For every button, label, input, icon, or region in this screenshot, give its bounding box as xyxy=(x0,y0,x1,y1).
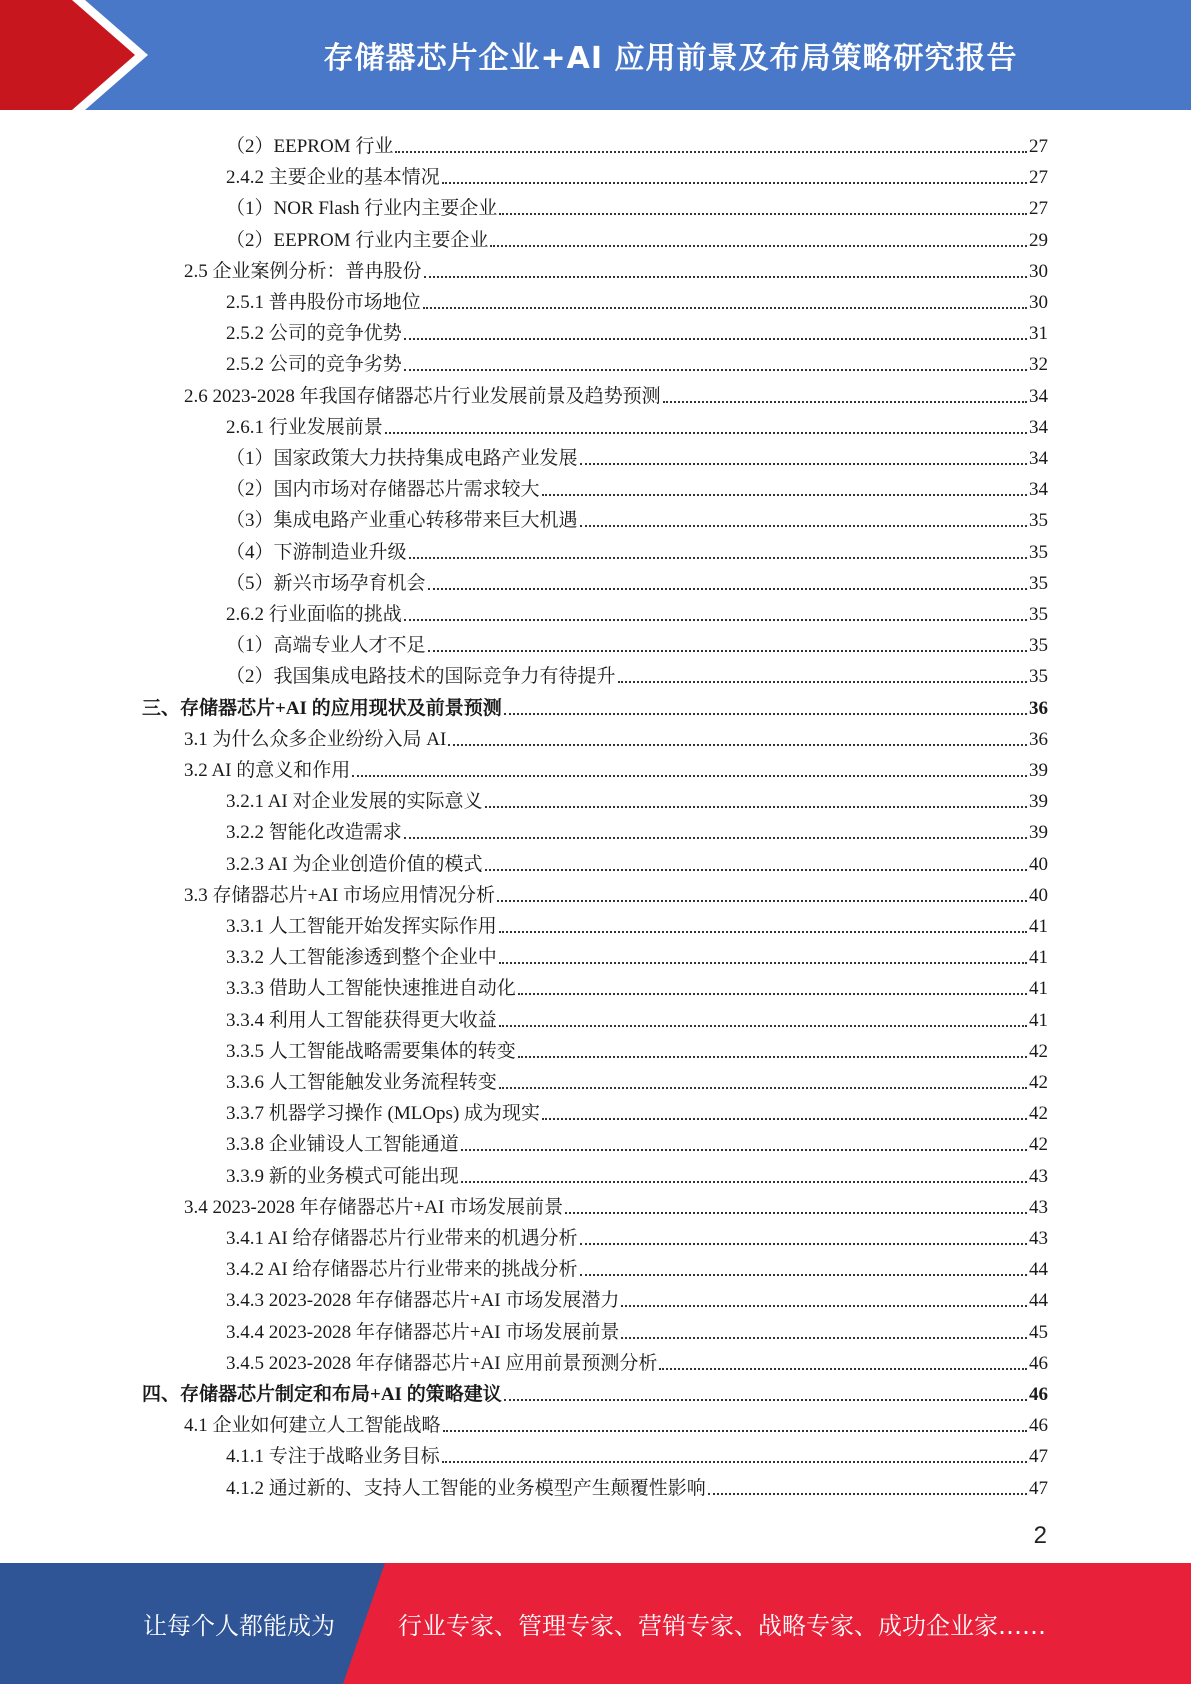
toc-entry-title: 3.2.1 AI 对企业发展的实际意义 xyxy=(226,791,483,813)
toc-dot-leader xyxy=(442,1461,1027,1463)
toc-entry-page: 41 xyxy=(1029,916,1048,937)
toc-dot-leader xyxy=(352,775,1027,777)
toc-entry-title: 3.2.3 AI 为企业创造价值的模式 xyxy=(226,853,483,875)
toc-dot-leader xyxy=(404,619,1027,621)
toc-entry-title: （1）高端专业人才不足 xyxy=(226,635,426,657)
toc-entry[interactable] xyxy=(0,969,1048,1000)
toc-entry-page: 40 xyxy=(1029,853,1048,875)
toc-entry-page: 43 xyxy=(1029,1165,1048,1187)
toc-entry[interactable] xyxy=(0,221,1048,252)
toc-entry-page: 36 xyxy=(1029,697,1048,719)
toc-entry-page: 42 xyxy=(1029,1134,1048,1156)
toc-dot-leader xyxy=(504,1399,1027,1401)
toc-entry[interactable] xyxy=(0,1125,1048,1156)
toc-entry-title: 3.3 存储器芯片+AI 市场应用情况分析 xyxy=(184,884,496,906)
toc-entry[interactable] xyxy=(0,345,1048,376)
toc-entry-page: 32 xyxy=(1029,354,1048,376)
toc-entry[interactable] xyxy=(0,813,1048,844)
toc-entry-title: 3.3.8 企业铺设人工智能通道 xyxy=(226,1134,459,1156)
toc-entry-page: 46 xyxy=(1029,1415,1048,1437)
toc-entry[interactable] xyxy=(0,1406,1048,1437)
toc-dot-leader xyxy=(518,993,1027,995)
toc-entry-page: 34 xyxy=(1029,448,1048,469)
toc-entry[interactable] xyxy=(0,1001,1048,1032)
toc-entry-title: 3.2.2 智能化改造需求 xyxy=(226,822,402,844)
toc-entry-title: 2.5.1 普冉股份市场地位 xyxy=(226,292,421,313)
toc-entry-page: 35 xyxy=(1029,510,1048,532)
toc-entry[interactable] xyxy=(0,533,1048,564)
toc-entry-title: 4.1.2 通过新的、支持人工智能的业务模型产生颠覆性影响 xyxy=(226,1477,706,1499)
toc-dot-leader xyxy=(580,525,1027,527)
toc-entry-title: 3.3.5 人工智能战略需要集体的转变 xyxy=(226,1040,516,1062)
toc-entry-title: （4）下游制造业升级 xyxy=(226,541,407,563)
toc-entry-title: 3.3.6 人工智能触发业务流程转变 xyxy=(226,1072,497,1093)
toc-entry[interactable] xyxy=(0,1157,1048,1188)
page-header xyxy=(0,0,1191,110)
toc-entry-page: 31 xyxy=(1029,323,1048,345)
toc-dot-leader xyxy=(448,744,1027,746)
toc-entry-title: 3.2 AI 的意义和作用 xyxy=(184,760,351,781)
toc-entry[interactable] xyxy=(0,782,1048,813)
toc-entry[interactable] xyxy=(0,1063,1048,1094)
toc-entry[interactable] xyxy=(0,158,1048,189)
toc-entry-title: （1）国家政策大力扶持集成电路产业发展 xyxy=(226,448,578,469)
toc-entry[interactable] xyxy=(0,501,1048,532)
toc-dot-leader xyxy=(618,681,1027,683)
toc-entry-page: 27 xyxy=(1029,136,1048,157)
toc-dot-leader xyxy=(385,432,1027,434)
toc-entry-title: 3.4 2023-2028 年存储器芯片+AI 市场发展前景 xyxy=(184,1196,564,1218)
toc-dot-leader xyxy=(485,806,1027,808)
toc-entry[interactable] xyxy=(0,845,1048,876)
toc-entry-title: （5）新兴市场孕育机会 xyxy=(226,572,426,594)
toc-entry-page: 34 xyxy=(1029,385,1048,407)
toc-entry-page: 35 xyxy=(1029,635,1048,657)
toc-entry-page: 46 xyxy=(1029,1352,1048,1374)
toc-entry-page: 34 xyxy=(1029,479,1048,501)
toc-dot-leader xyxy=(565,1212,1027,1214)
toc-dot-leader xyxy=(580,1243,1027,1245)
toc-entry-page: 43 xyxy=(1029,1196,1048,1218)
toc-dot-leader xyxy=(499,931,1027,933)
toc-entry[interactable] xyxy=(0,657,1048,688)
toc-entry-title: 3.4.1 AI 给存储器芯片行业带来的机遇分析 xyxy=(226,1228,578,1249)
toc-entry-title: 3.4.4 2023-2028 年存储器芯片+AI 市场发展前景 xyxy=(226,1321,620,1343)
toc-entry-page: 27 xyxy=(1029,198,1048,220)
toc-entry[interactable] xyxy=(0,1344,1048,1375)
toc-entry-title: 4.1.1 专注于战略业务目标 xyxy=(226,1446,440,1468)
toc-dot-leader xyxy=(497,900,1027,902)
toc-entry-title: 3.3.2 人工智能渗透到整个企业中 xyxy=(226,947,497,969)
toc-entry-title: 3.3.4 利用人工智能获得更大收益 xyxy=(226,1009,497,1031)
toc-entry-title: 三、存储器芯片+AI 的应用现状及前景预测 xyxy=(142,697,502,719)
toc-dot-leader xyxy=(428,650,1027,652)
toc-entry[interactable] xyxy=(0,377,1048,408)
toc-entry[interactable] xyxy=(0,626,1048,657)
toc-entry[interactable] xyxy=(0,408,1048,439)
toc-dot-leader xyxy=(461,1181,1027,1183)
toc-dot-leader xyxy=(404,837,1027,839)
toc-entry-page: 27 xyxy=(1029,167,1048,189)
toc-entry[interactable] xyxy=(0,189,1048,220)
toc-dot-leader xyxy=(499,1025,1027,1027)
toc-dot-leader xyxy=(580,463,1027,465)
toc-entry-title: （1）NOR Flash 行业内主要企业 xyxy=(226,198,498,220)
toc-entry[interactable] xyxy=(0,907,1048,938)
toc-entry-title: 2.5.2 公司的竞争劣势 xyxy=(226,354,402,376)
toc-dot-leader xyxy=(499,213,1027,215)
toc-dot-leader xyxy=(485,869,1027,871)
toc-entry-page: 40 xyxy=(1029,884,1048,906)
toc-dot-leader xyxy=(404,369,1027,371)
toc-entry-page: 41 xyxy=(1029,1009,1048,1031)
toc-entry[interactable] xyxy=(0,283,1048,314)
toc-entry-page: 36 xyxy=(1029,728,1048,750)
toc-entry[interactable] xyxy=(0,1375,1048,1406)
toc-entry-page: 39 xyxy=(1029,760,1048,781)
toc-dot-leader xyxy=(461,1149,1027,1151)
toc-entry-title: 3.3.9 新的业务模式可能出现 xyxy=(226,1165,459,1187)
toc-entry-page: 35 xyxy=(1029,541,1048,563)
toc-entry-page: 42 xyxy=(1029,1103,1048,1125)
toc-entry-title: 2.6 2023-2028 年我国存储器芯片行业发展前景及趋势预测 xyxy=(184,385,661,407)
toc-entry-page: 35 xyxy=(1029,604,1048,625)
toc-entry[interactable] xyxy=(0,1094,1048,1125)
toc-entry-title: 2.6.2 行业面临的挑战 xyxy=(226,604,402,625)
toc-entry[interactable] xyxy=(0,470,1048,501)
toc-entry-title: 3.1 为什么众多企业纷纷入局 AI xyxy=(184,728,447,750)
toc-entry-page: 39 xyxy=(1029,822,1048,844)
toc-dot-leader xyxy=(621,1337,1027,1339)
toc-entry[interactable] xyxy=(0,1281,1048,1312)
toc-dot-leader xyxy=(499,1087,1027,1089)
toc-entry-page: 34 xyxy=(1029,416,1048,438)
toc-dot-leader xyxy=(542,494,1027,496)
toc-entry[interactable] xyxy=(0,1188,1048,1219)
toc-dot-leader xyxy=(542,1118,1027,1120)
toc-entry[interactable] xyxy=(0,595,1048,626)
page-footer xyxy=(0,1563,1191,1684)
toc-entry[interactable] xyxy=(0,876,1048,907)
toc-entry-title: 2.4.2 主要企业的基本情况 xyxy=(226,167,440,189)
toc-dot-leader xyxy=(504,713,1027,715)
toc-entry-page: 47 xyxy=(1029,1446,1048,1468)
toc-entry-page: 42 xyxy=(1029,1040,1048,1062)
toc-dot-leader xyxy=(404,338,1027,340)
toc-entry[interactable] xyxy=(0,314,1048,345)
toc-dot-leader xyxy=(442,182,1027,184)
toc-entry-title: （2）国内市场对存储器芯片需求较大 xyxy=(226,479,540,501)
toc-entry-title: 2.5.2 公司的竞争优势 xyxy=(226,323,402,345)
toc-entry-page: 42 xyxy=(1029,1072,1048,1093)
toc-dot-leader xyxy=(659,1368,1027,1370)
toc-entry-title: （2）我国集成电路技术的国际竞争力有待提升 xyxy=(226,666,616,688)
toc-entry-title: 4.1 企业如何建立人工智能战略 xyxy=(184,1415,441,1437)
toc-dot-leader xyxy=(395,151,1027,153)
toc-entry-page: 30 xyxy=(1029,260,1048,282)
toc-entry[interactable] xyxy=(0,1313,1048,1344)
toc-entry[interactable] xyxy=(0,1437,1048,1468)
toc-dot-leader xyxy=(708,1493,1027,1495)
toc-dot-leader xyxy=(423,307,1027,309)
toc-entry-page: 44 xyxy=(1029,1259,1048,1281)
toc-entry[interactable] xyxy=(0,751,1048,782)
toc-entry[interactable] xyxy=(0,439,1048,470)
toc-entry-page: 46 xyxy=(1029,1384,1048,1405)
toc-entry-title: 3.4.5 2023-2028 年存储器芯片+AI 应用前景预测分析 xyxy=(226,1352,658,1374)
footer-slogan-right: 行业专家、管理专家、营销专家、战略专家、成功企业家…… xyxy=(398,1612,1046,1640)
toc-entry[interactable] xyxy=(0,252,1048,283)
toc-entry-page: 35 xyxy=(1029,666,1048,688)
toc-entry[interactable] xyxy=(0,720,1048,751)
toc-dot-leader xyxy=(443,1430,1027,1432)
toc-dot-leader xyxy=(580,1274,1027,1276)
toc-entry-title: （3）集成电路产业重心转移带来巨大机遇 xyxy=(226,510,578,532)
toc-dot-leader xyxy=(409,557,1027,559)
header-title: 存储器芯片企业+AI 应用前景及布局策略研究报告 xyxy=(323,41,1018,76)
toc-entry-page: 41 xyxy=(1029,978,1048,1000)
toc-entry-page: 44 xyxy=(1029,1290,1048,1312)
toc-entry[interactable] xyxy=(0,1032,1048,1063)
toc-entry-title: 3.3.3 借助人工智能快速推进自动化 xyxy=(226,978,516,1000)
toc-entry-page: 29 xyxy=(1029,229,1048,251)
toc-entry-page: 41 xyxy=(1029,947,1048,969)
toc-entry-page: 43 xyxy=(1029,1228,1048,1249)
toc-entry-title: 3.4.3 2023-2028 年存储器芯片+AI 市场发展潜力 xyxy=(226,1290,620,1312)
footer-slogan-left: 让每个人都能成为 xyxy=(143,1612,335,1640)
toc-dot-leader xyxy=(663,401,1027,403)
toc-entry[interactable] xyxy=(0,1219,1048,1250)
toc-entry-page: 35 xyxy=(1029,572,1048,594)
toc-entry-title: （2）EEPROM 行业 xyxy=(226,136,394,157)
toc-entry[interactable] xyxy=(0,564,1048,595)
toc-entry-title: 四、存储器芯片制定和布局+AI 的策略建议 xyxy=(142,1384,502,1405)
toc-entry[interactable] xyxy=(0,127,1048,158)
toc-entry-title: 3.4.2 AI 给存储器芯片行业带来的挑战分析 xyxy=(226,1259,578,1281)
toc-dot-leader xyxy=(621,1305,1027,1307)
toc-entry-title: 3.3.7 机器学习操作 (MLOps) 成为现实 xyxy=(226,1103,541,1125)
toc-entry-page: 47 xyxy=(1029,1477,1048,1499)
toc-entry-title: 2.6.1 行业发展前景 xyxy=(226,416,383,438)
toc-dot-leader xyxy=(428,588,1027,590)
toc-dot-leader xyxy=(490,245,1027,247)
toc-entry-title: 2.5 企业案例分析：普冉股份 xyxy=(184,260,422,282)
page-number: 2 xyxy=(1033,1522,1047,1549)
toc-entry[interactable] xyxy=(0,1250,1048,1281)
toc-entry[interactable] xyxy=(0,689,1048,720)
toc-entry-title: 3.3.1 人工智能开始发挥实际作用 xyxy=(226,916,497,937)
toc-entry[interactable] xyxy=(0,938,1048,969)
toc-dot-leader xyxy=(499,962,1027,964)
toc-dot-leader xyxy=(424,276,1027,278)
toc-entry-title: （2）EEPROM 行业内主要企业 xyxy=(226,229,489,251)
toc-entry[interactable] xyxy=(0,1469,1048,1500)
toc-dot-leader xyxy=(518,1056,1027,1058)
toc-entry-page: 39 xyxy=(1029,791,1048,813)
toc-entry-page: 30 xyxy=(1029,292,1048,313)
toc-entry-page: 45 xyxy=(1029,1321,1048,1343)
